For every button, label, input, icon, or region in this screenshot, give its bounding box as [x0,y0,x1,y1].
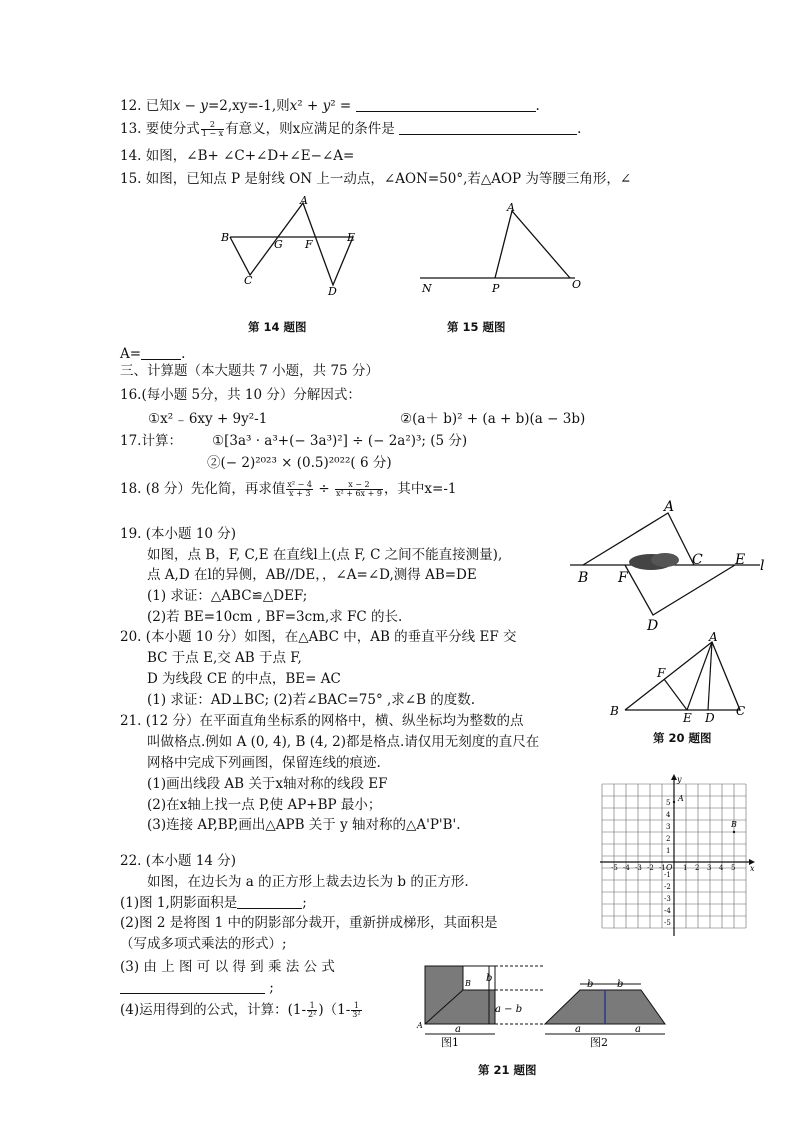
answer-blank[interactable] [237,895,302,909]
fig22-label-b: b [617,979,624,990]
section-3-title: 三、计算题（本大题共 7 小题，共 75 分） [120,363,379,379]
fig2-caption: 图2 [590,1036,608,1049]
fig19-label: B [578,570,589,586]
x-tick-label: 4 [719,864,724,872]
answer-blank[interactable] [120,980,265,994]
question-21-line: 叫做格点.例如 A (0, 4), B (4, 2)都是格点.请仅用无刻度的直尺在 [147,734,540,750]
x-tick-label: -1 [659,864,666,872]
question-22-line: (4)运用得到的公式，计算：(1- $\frac{1}{\text{2²}}$ )（1- $\frac{1}{\text{3²}}$ [120,1001,361,1019]
point-a-label: A [678,794,684,803]
y-tick-label: -1 [664,871,671,879]
question-19: 19. (本小题 10 分) [120,526,237,542]
question-19-line: 如图，点 B，F, C,E 在直线l上(点 F, C 之间不能直接测量), [147,547,503,563]
question-21-line: (1)画出线段 AB 关于x轴对称的线段 EF [147,776,388,792]
figure-22 [415,960,675,1055]
figure-14 [215,195,365,305]
x-tick-label: -5 [611,864,618,872]
fig22-label-point-a: A [417,1021,423,1030]
question-22: 22. (本小题 14 分) [120,853,237,869]
fig20-label: F [657,666,666,680]
coordinate-grid [600,770,760,940]
fig22-label-b: b [587,979,594,990]
fig14-label: E [347,231,356,244]
y-tick-label: 4 [666,811,671,819]
fig14-label: G [274,238,283,251]
question-15: 15. 如图，已知点 P 是射线 ON 上一动点，∠AON=50°,若△AOP 为等腰三角形，∠ [120,171,632,187]
y-tick-label: -4 [664,907,671,915]
fig20-caption: 第 20 题图 [653,731,712,745]
fig14-caption: 第 14 题图 [248,320,307,334]
x-tick-label: -2 [647,864,654,872]
fig20-label: B [610,704,619,718]
y-tick-label: 5 [666,799,671,807]
figure-19 [565,500,775,635]
fig20-label: D [705,711,715,725]
fig22-label-point-b: B [465,979,471,988]
x-tick-label: 2 [695,864,700,872]
question-16: 16.(每小题 5分，共 10 分）分解因式： [120,387,361,403]
question-17-part1: ①[3a³ · a³+(− 3a³)²] ÷ (− 2a²)³; (5 分) [212,433,468,449]
x-tick-label: -3 [635,864,642,872]
question-21-line: (2)在x轴上找一点 P,使 AP+BP 最小； [147,797,382,813]
question-20-line: D 为线段 CE 的中点，BE= AC [147,671,341,687]
y-tick-label: 1 [666,847,671,855]
fig22-label-b: b [486,973,493,984]
answer-blank[interactable] [141,346,181,360]
fig19-label: F [618,570,628,586]
question-16-part2: ②(a＋ b)² + (a + b)(a − 3b) [400,411,586,427]
x-tick-label: 1 [683,864,688,872]
x-tick-label: 3 [707,864,712,872]
fig14-label: B [221,231,230,244]
x-axis-label: x [750,864,755,873]
question-22-line: (3) 由 上 图 可 以 得 到 乘 法 公 式 [120,959,335,975]
answer-blank[interactable] [399,121,577,135]
question-22-line: 如图，在边长为 a 的正方形上裁去边长为 b 的正方形. [147,874,469,890]
question-22-line: (1)图 1,阴影面积是 ; [120,895,307,911]
y-tick-label: 3 [666,823,671,831]
fig15-label: P [492,282,500,295]
question-20-line: BC 于点 E,交 AB 于点 F, [147,650,302,666]
question-19-line: (2)若 BE=10cm , BF=3cm,求 FC 的长. [147,609,403,625]
x-tick-label: 5 [731,864,736,872]
point-b-label: B [731,820,737,829]
question-17-part2: ②(− 2)²⁰²³ × (0.5)²⁰²²( 6 分) [207,455,392,471]
question-14: 14. 如图，∠B+ ∠C+∠D+∠E−∠A= [120,148,355,164]
fig15-label: A [507,201,515,214]
fig20-label: A [709,630,718,644]
question-18: 18. (8 分）先化简，再求值 $\frac{\text{x² − 4}}{x + 3}$ ÷ $\frac{x - 2}{\text{x² + 6x + 9}}$ ，其中x=-1 [120,480,457,498]
fig19-label: C [692,552,703,568]
question-13: 13. 要使分式 $\frac{2}{1 - x}$ 有意义，则x应满足的条件是 . [120,120,582,138]
question-17: 17.计算： [120,433,182,449]
fig22-caption: 第 21 题图 [478,1063,537,1077]
question-20: 20. (本小题 10 分）如图，在△ABC 中，AB 的垂直平分线 EF 交 [120,629,517,645]
fig14-label: D [328,285,337,298]
question-22-line: （写成多项式乘法的形式）; [120,936,287,952]
grid-tick-labels [611,799,735,927]
y-tick-label: -3 [664,895,671,903]
fig1-caption: 图1 [441,1036,459,1049]
question-20-line: (1) 求证：AD⊥BC; (2)若∠BAC=75° ,求∠B 的度数. [147,692,476,708]
y-axis-label: y [677,775,682,784]
x-tick-label: -4 [623,864,630,872]
answer-blank[interactable] [356,98,536,112]
y-tick-label: -5 [664,919,671,927]
fig15-caption: 第 15 题图 [447,320,506,334]
fig14-label: A [300,194,308,207]
fig19-label: l [760,558,765,574]
fig14-label: F [305,238,313,251]
question-21-line: 网格中完成下列画图，保留连线的痕迹. [147,755,381,771]
question-16-part1: ①x² ₋ 6xy + 9y²-1 [148,411,268,427]
fig15-label: O [572,278,582,291]
y-tick-label: -2 [664,883,671,891]
fig19-label: D [647,618,659,634]
fig22-label-a: a [575,1024,581,1035]
question-15-answer: A= . [120,346,186,362]
figure-20 [605,630,755,725]
origin-label: O [666,863,673,872]
fig22-label-a: a [455,1024,461,1035]
fig20-label: C [736,704,746,718]
question-21-line: (3)连接 AP,BP,画出△APB 关于 y 轴对称的△A'P'B'. [147,817,461,833]
fig15-label: N [422,282,432,295]
question-19-line: 点 A,D 在l的异侧，AB//DE，，∠A=∠D,测得 AB=DE [147,567,477,583]
question-22-line: (2)图 2 是将图 1 中的阴影部分裁开，重新拼成梯形，其面积是 [120,915,498,931]
question-21: 21. (12 分）在平面直角坐标系的网格中，横、纵坐标均为整数的点 [120,713,524,729]
question-12: 12. 已知x − y=2,xy=-1,则x² + y² = . [120,98,540,114]
fig22-label-a: a [635,1024,641,1035]
figure-15 [415,195,585,295]
fig19-label: A [664,499,675,515]
y-tick-label: 2 [666,835,671,843]
question-22-line: ; [120,979,274,997]
fig19-label: E [735,552,746,568]
question-19-line: (1) 求证：△ABC≌△DEF; [147,588,308,604]
fig14-label: C [244,274,253,287]
fig22-label-amb: a − b [495,1004,523,1015]
fig20-label: E [683,711,692,725]
